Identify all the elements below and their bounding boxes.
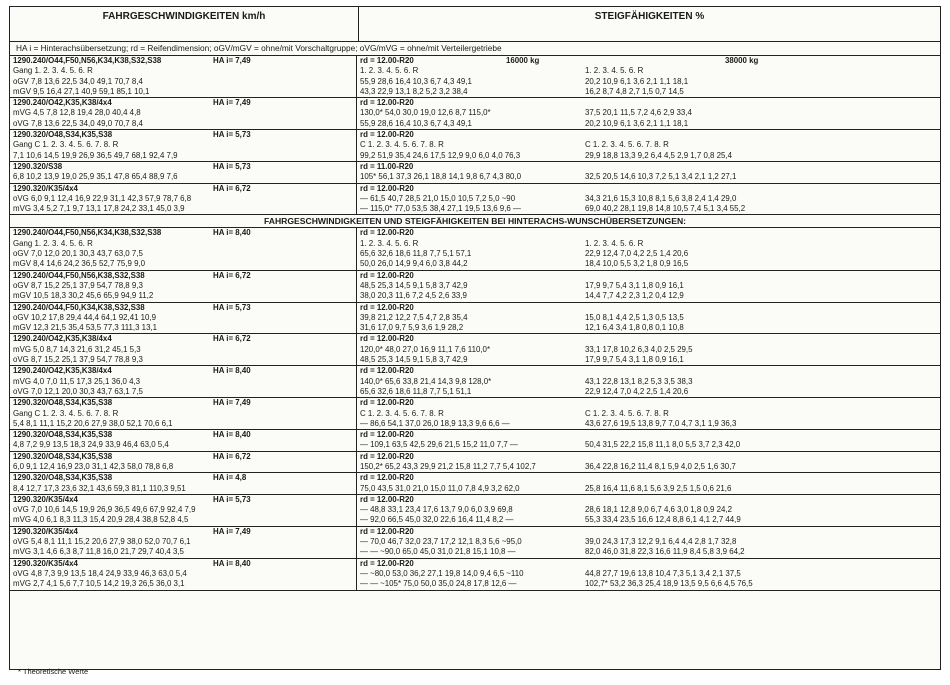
climb-values-38t: 1. 2. 3. 4. 5. 6. R (585, 66, 644, 76)
climb-values-38t: 32,5 20,5 14,6 10,3 7,2 5,1 3,4 2,1 1,2 27,1 (585, 172, 737, 182)
axle-ratio: HA i= 7,49 (213, 56, 251, 65)
tyre-size: rd = 12.00-R20 (360, 270, 414, 280)
climb-values-16t: 99,2 51,9 35,4 24,6 17,5 12,9 9,0 6,0 4,0 76,3 (360, 150, 521, 160)
data-sheet (9, 6, 941, 670)
climb-values-16t: 1. 2. 3. 4. 5. 6. R (360, 66, 419, 76)
climb-values-16t: — 86,6 54,1 37,0 26,0 18,9 13,3 9,6 6,6 — (360, 418, 510, 428)
tyre-size: rd = 12.00-R20 (360, 398, 414, 408)
vehicle-block (10, 228, 940, 270)
table-row (10, 194, 940, 204)
speed-values: 6,8 10,2 13,9 19,0 25,9 35,1 47,8 65,4 88,9 7,6 (10, 172, 357, 182)
model-title: 1290.240/O42,K35,K38/4x4 (13, 98, 112, 108)
table-row (10, 119, 940, 129)
climb-values-38t: 1. 2. 3. 4. 5. 6. R (585, 238, 644, 248)
table-row (10, 108, 940, 118)
weight-title (582, 334, 940, 344)
legend: HA i = Hinterachsübersetzung; rd = Reifendimension; oGV/mGV = ohne/mit Vorschaltgruppe; oVG/mVG = ohne/mit Verteilergetriebe (10, 42, 940, 56)
climb-values-16t: — ~80,0 53,0 36,2 27,1 19,8 14,0 9,4 6,5 ~110 (360, 568, 524, 578)
climb-values-16t: 55,9 28,6 16,4 10,3 6,7 4,3 49,1 (360, 76, 472, 86)
table-row (10, 204, 940, 214)
table-row (10, 87, 940, 97)
tyre-size: rd = 12.00-R20 16000 kg (360, 56, 540, 65)
climb-values-38t: 102,7* 53,2 36,3 25,4 18,9 13,5 9,5 6,6 4,5 76,5 (585, 579, 753, 589)
speed-values: oVG 8,7 15,2 25,1 37,9 54,7 78,8 9,3 (10, 355, 357, 365)
speed-values: Gang C 1. 2. 3. 4. 5. 6. 7. 8. R (10, 409, 357, 419)
vehicle-block (10, 366, 940, 398)
weight-title (582, 303, 940, 313)
axle-ratio: HA i= 5,73 (213, 494, 251, 504)
axle-ratio: HA i= 5,73 (213, 130, 251, 140)
speed-values: oVG 5,4 8,1 11,1 15,2 20,6 27,9 38,0 52,0 70,7 6,1 (10, 537, 357, 547)
table-row (10, 515, 940, 525)
weight-title (582, 527, 940, 537)
weight-title (582, 398, 940, 408)
axle-ratio: HA i= 8,40 (213, 366, 251, 376)
model-title: 1290.240/O42,K35,K38/4x4 (13, 334, 112, 344)
table-row (10, 547, 940, 557)
model-title: 1290.240/O44,F50,N56,K34,K38,S32,S38 (13, 56, 162, 65)
model-title: 1290.240/O44,F50,K34,K38,S32,S38 (13, 302, 145, 312)
speed-values: mGV 10,5 18,3 30,2 45,6 65,9 94,9 11,2 (10, 291, 357, 301)
climb-values-16t: — 109,1 63,5 42,5 29,6 21,5 15,2 11,0 7,7 — (360, 440, 518, 450)
weight-title: 38000 kg (725, 56, 759, 65)
climb-values-38t: C 1. 2. 3. 4. 5. 6. 7. 8. R (585, 140, 669, 150)
climb-values-38t: 17,9 9,7 5,4 3,1 1,8 0,9 16,1 (585, 280, 684, 290)
table-row (10, 355, 940, 365)
model-title: 1290.240/O44,F50,N56,K38,S32,S38 (13, 270, 145, 280)
speed-values: oGV 7,8 13,6 22,5 34,0 49,1 70,7 8,4 (10, 77, 357, 87)
speed-values: oGV 7,0 12,0 20,1 30,3 43,7 63,0 7,5 (10, 249, 357, 259)
table-row (10, 313, 940, 323)
climb-values-38t: 28,6 18,1 12,8 9,0 6,7 4,6 3,0 1,8 0,9 24,2 (585, 505, 732, 515)
vehicle-block (10, 495, 940, 527)
climb-values-16t: 31,6 17,0 9,7 5,9 3,6 1,9 28,2 (360, 323, 464, 333)
model-title: 1290.320/O48,S34,K35,S38 (13, 451, 113, 461)
climb-values-16t: 39,8 21,2 12,2 7,5 4,7 2,8 35,4 (360, 312, 468, 322)
axle-ratio: HA i= 8,40 (213, 228, 251, 238)
axle-ratio: HA i= 7,49 (213, 526, 251, 536)
model-title: 1290.320/O48,S34,K35,S38 (13, 473, 113, 483)
model-title: 1290.320/O48,S34,K35,S38 (13, 430, 113, 440)
climb-values-16t: 120,0* 48,0 27,0 16,9 11,1 7,6 110,0* (360, 344, 491, 354)
table-row (10, 377, 940, 387)
vehicle-block (10, 271, 940, 303)
model-title: 1290.240/O44,F50,N56,K34,K38,S32,S38 (13, 228, 162, 238)
vehicle-block (10, 398, 940, 430)
vehicle-block (10, 56, 940, 98)
table-row (10, 462, 940, 472)
climb-values-38t: 55,3 33,4 23,5 16,6 12,4 8,8 6,1 4,1 2,7 44,9 (585, 515, 741, 525)
vehicle-block (10, 430, 940, 452)
axle-ratio: HA i= 7,49 (213, 398, 251, 408)
climb-values-16t: — — ~105* 75,0 50,0 35,0 24,8 17,8 12,6 — (360, 579, 517, 589)
speed-values: mVG 4,0 7,0 11,5 17,3 25,1 36,0 4,3 (10, 377, 357, 387)
tyre-size: rd = 12.00-R20 (360, 526, 414, 536)
table-row (10, 484, 940, 494)
weight-title (582, 452, 940, 462)
climb-values-38t: 17,9 9,7 5,4 3,1 1,8 0,9 16,1 (585, 355, 684, 365)
weight-title (582, 184, 940, 194)
speed-values: Gang 1. 2. 3. 4. 5. 6. R (10, 66, 357, 76)
climb-values-16t: C 1. 2. 3. 4. 5. 6. 7. 8. R (360, 140, 444, 150)
vehicle-block (10, 303, 940, 335)
tyre-size: rd = 12.00-R20 (360, 494, 414, 504)
weight-title (582, 366, 940, 376)
speed-values: mVG 4,0 6,1 8,3 11,3 15,4 20,9 28,4 38,8 52,8 4,5 (10, 515, 357, 525)
speed-values: 5,4 8,1 11,1 15,2 20,6 27,9 38,0 52,1 70,6 6,1 (10, 419, 357, 429)
climb-values-38t: 82,0 46,0 31,8 22,3 16,6 11,9 8,4 5,8 3,9 64,2 (585, 547, 745, 557)
weight-title (582, 473, 940, 483)
climb-values-38t: 20,2 10,9 6,1 3,6 2,1 1,1 18,1 (585, 118, 689, 128)
model-title: 1290.240/O42,K35,K38/4x4 (13, 366, 112, 376)
model-title: 1290.320/S38 (13, 161, 63, 171)
speed-values: 8,4 12,7 17,3 23,6 32,1 43,6 59,3 81,1 110,3 9,51 (10, 484, 357, 494)
speed-values: Gang C 1. 2. 3. 4. 5. 6. 7. 8. R (10, 140, 357, 150)
tyre-size: rd = 12.00-R20 (360, 98, 414, 108)
vehicle-block (10, 184, 940, 216)
vehicle-block (10, 559, 940, 591)
weight-title (582, 430, 940, 440)
climb-values-38t: 18,4 10,0 5,5 3,2 1,8 0,9 16,5 (585, 259, 689, 269)
table-row (10, 409, 940, 419)
tyre-size: rd = 12.00-R20 (360, 302, 414, 312)
climb-values-38t: 22,9 12,4 7,0 4,2 2,5 1,4 20,6 (585, 249, 689, 259)
speed-values: mGV 12,3 21,5 35,4 53,5 77,3 111,3 13,1 (10, 323, 357, 333)
axle-ratio: HA i= 6,72 (213, 451, 251, 461)
table-row (10, 345, 940, 355)
table-row (10, 569, 940, 579)
climb-values-16t: — 48,8 33,1 23,4 17,6 13,7 9,0 6,0 3,9 69,8 (360, 505, 513, 515)
speed-values: oGV 10,2 17,8 29,4 44,4 64,1 92,41 10,9 (10, 313, 357, 323)
table-row (10, 505, 940, 515)
weight-title (582, 162, 940, 172)
table-row (10, 419, 940, 429)
climb-values-16t: — 92,0 66,5 45,0 32,0 22,6 16,4 11,4 8,2 — (360, 515, 514, 525)
weight-title (582, 559, 940, 569)
speed-values: oVG 7,8 13,6 22,5 34,0 49,0 70,7 8,4 (10, 119, 357, 129)
climb-values-16t: 48,5 25,3 14,5 9,1 5,8 3,7 42,9 (360, 280, 468, 290)
weight-title (582, 228, 940, 238)
speed-values: oVG 6,0 9,1 12,4 16,9 22,9 31,1 42,3 57,9 78,7 6,8 (10, 194, 357, 204)
climb-values-16t: — 61,5 40,7 28,5 21,0 15,0 10,5 7,2 5,0 ~90 (360, 193, 516, 203)
model-title: 1290.320/O48,S34,K35,S38 (13, 398, 113, 408)
climb-values-38t: 14,4 7,7 4,2 2,3 1,2 0,4 12,9 (585, 291, 684, 301)
tyre-size: rd = 12.00-R20 (360, 334, 414, 344)
axle-ratio: HA i= 6,72 (213, 334, 251, 344)
climb-title: STEIGFÄHIGKEITEN % (594, 11, 705, 22)
speed-values: mGV 8,4 14,6 24,2 36,5 52,7 75,9 9,0 (10, 259, 357, 269)
table-row (10, 249, 940, 259)
speed-values: oGV 8,7 15,2 25,1 37,9 54,7 78,8 9,3 (10, 281, 357, 291)
climb-values-16t: — 115,0* 77,0 53,5 38,4 27,1 19,5 13,6 9,6 — (360, 204, 521, 214)
axle-ratio: HA i= 6,72 (213, 270, 251, 280)
table-row (10, 239, 940, 249)
speed-values: mVG 3,1 4,6 6,3 8,7 11,8 16,0 21,7 29,7 40,4 3,5 (10, 547, 357, 557)
model-title: 1290.320/K35/4x4 (13, 183, 78, 193)
vehicle-block (10, 162, 940, 184)
vehicle-block (10, 452, 940, 474)
vehicle-block (10, 527, 940, 559)
table-row (10, 281, 940, 291)
climb-values-38t: 33,1 17,8 10,2 6,3 4,0 2,5 29,5 (585, 344, 693, 354)
climb-values-16t: 105* 56,1 37,3 26,1 18,8 14,1 9,8 6,7 4,3 80,0 (360, 172, 522, 182)
climb-values-38t: C 1. 2. 3. 4. 5. 6. 7. 8. R (585, 408, 669, 418)
climb-values-16t: 1. 2. 3. 4. 5. 6. R (360, 238, 419, 248)
climb-values-16t: 140,0* 65,6 33,8 21,4 14,3 9,8 128,0* (360, 376, 492, 386)
axle-ratio: HA i= 7,49 (213, 98, 251, 108)
speed-values: 6,0 9,1 12,4 16,9 23,0 31,1 42,3 58,0 78,8 6,8 (10, 462, 357, 472)
speed-values: mVG 2,7 4,1 5,6 7,7 10,5 14,2 19,3 26,5 36,0 3,1 (10, 579, 357, 589)
climb-values-38t: 15,0 8,1 4,4 2,5 1,3 0,5 13,5 (585, 312, 684, 322)
table-row (10, 579, 940, 589)
speed-title: FAHRGESCHWINDIGKEITEN km/h (10, 7, 359, 41)
climb-values-16t: — 70,0 46,7 32,0 23,7 17,2 12,1 8,3 5,6 ~95,0 (360, 537, 522, 547)
climb-values-38t: 44,8 27,7 19,6 13,8 10,4 7,3 5,1 3,4 2,1 37,5 (585, 568, 741, 578)
model-title: 1290.320/O48,S34,K35,S38 (13, 130, 113, 140)
climb-values-38t: 20,2 10,9 6,1 3,6 2,1 1,1 18,1 (585, 76, 689, 86)
speed-values: Gang 1. 2. 3. 4. 5. 6. R (10, 239, 357, 249)
climb-values-16t: C 1. 2. 3. 4. 5. 6. 7. 8. R (360, 408, 444, 418)
climb-values-16t: 48,5 25,3 14,5 9,1 5,8 3,7 42,9 (360, 355, 468, 365)
climb-values-38t: 22,9 12,4 7,0 4,2 2,5 1,4 20,6 (585, 386, 689, 396)
climb-values-38t: 34,3 21,6 15,3 10,8 8,1 5,6 3,8 2,4 1,4 29,0 (585, 193, 737, 203)
weight-title (582, 130, 940, 140)
climb-values-38t: 43,6 27,6 19,5 13,8 9,7 7,0 4,7 3,1 1,9 36,3 (585, 418, 737, 428)
axle-ratio: HA i= 8,40 (213, 430, 251, 440)
climb-values-16t: 55,9 28,6 16,4 10,3 6,7 4,3 49,1 (360, 118, 472, 128)
tyre-size: rd = 12.00-R20 (360, 451, 414, 461)
speed-values: oVG 4,8 7,3 9,9 13,5 18,4 24,9 33,9 46,3 63,0 5,4 (10, 569, 357, 579)
climb-values-16t: 38,0 20,3 11,6 7,2 4,5 2,6 33,9 (360, 291, 467, 301)
tyre-size: rd = 12.00-R20 (360, 473, 414, 483)
weight-title (582, 98, 940, 108)
climb-values-38t: 50,4 31,5 22,2 15,8 11,1 8,0 5,5 3,7 2,3 42,0 (585, 440, 741, 450)
tyre-size: rd = 12.00-R20 (360, 430, 414, 440)
speed-values: 4,8 7,2 9,9 13,5 18,3 24,9 33,9 46,4 63,0 5,4 (10, 440, 357, 450)
table-row (10, 387, 940, 397)
climb-values-16t: 65,6 32,6 18,6 11,8 7,7 5,1 57,1 (360, 249, 472, 259)
climb-values-38t: 29,9 18,8 13,3 9,2 6,4 4,5 2,9 1,7 0,8 25,4 (585, 150, 732, 160)
tyre-size: rd = 12.00-R20 (360, 228, 414, 238)
climb-values-16t: 65,6 32,6 18,6 11,8 7,7 5,1 51,1 (360, 386, 472, 396)
table-row (10, 151, 940, 161)
table-row (10, 440, 940, 450)
climb-values-38t: 39,0 24,3 17,3 12,2 9,1 6,4 4,4 2,8 1,7 32,8 (585, 537, 737, 547)
tyre-size: rd = 12.00-R20 (360, 558, 414, 568)
section-title: FAHRGESCHWINDIGKEITEN UND STEIGFÄHIGKEITEN BEI HINTERACHS-WUNSCHÜBERSETZUNGEN: (10, 215, 940, 228)
climb-values-38t: 16,2 8,7 4,8 2,7 1,5 0,7 14,5 (585, 86, 684, 96)
table-row (10, 537, 940, 547)
vehicle-block (10, 98, 940, 130)
model-title: 1290.320/K35/4x4 (13, 526, 78, 536)
climb-values-16t: 43,3 22,9 13,1 8,2 5,2 3,2 38,4 (360, 86, 468, 96)
climb-values-16t: 50,0 26,0 14,9 9,4 6,0 3,8 44,2 (360, 259, 468, 269)
speed-values: mVG 4,5 7,8 12,8 19,4 28,0 40,4 4,8 (10, 108, 357, 118)
table-row (10, 66, 940, 76)
climb-values-38t: 12,1 6,4 3,4 1,8 0,8 0,1 10,8 (585, 323, 684, 333)
climb-values-38t: 37,5 20,1 11,5 7,2 4,6 2,9 33,4 (585, 108, 692, 118)
model-title: 1290.320/K35/4x4 (13, 494, 78, 504)
climb-values-16t: 130,0* 54,0 30,0 19,0 12,6 8,7 115,0* (360, 108, 491, 118)
climb-values-16t: — — ~90,0 65,0 45,0 31,0 21,8 15,1 10,8 — (360, 547, 516, 557)
climb-values-38t: 25,8 16,4 11,6 8,1 5,6 3,9 2,5 1,5 0,6 21,6 (585, 483, 732, 493)
vehicle-block (10, 334, 940, 366)
table-row (10, 259, 940, 269)
vehicle-block (10, 473, 940, 495)
table-row (10, 172, 940, 182)
speed-values: mGV 9,5 16,4 27,1 40,9 59,1 85,1 10,1 (10, 87, 357, 97)
table-row (10, 323, 940, 333)
climb-values-38t: 36,4 22,8 16,2 11,4 8,1 5,9 4,0 2,5 1,6 30,7 (585, 461, 736, 471)
weight-title (582, 271, 940, 281)
speed-values: oVG 7,0 12,1 20,0 30,3 43,7 63,1 7,5 (10, 387, 357, 397)
weight-title (582, 495, 940, 505)
speed-values: mVG 5,0 8,7 14,3 21,6 31,2 45,1 5,3 (10, 345, 357, 355)
climb-values-16t: 75,0 43,5 31,0 21,0 15,0 11,0 7,8 4,9 3,2 62,0 (360, 483, 520, 493)
climb-values-38t: 69,0 40,2 28,1 19,8 14,8 10,5 7,4 5,1 3,4 55,2 (585, 204, 746, 214)
table-row (10, 140, 940, 150)
axle-ratio: HA i= 6,72 (213, 183, 251, 193)
table-row (10, 291, 940, 301)
sheet-header (10, 7, 940, 42)
table-body (10, 56, 940, 591)
tyre-size: rd = 11.00-R20 (360, 161, 414, 171)
speed-values: 7,1 10,6 14,5 19,9 26,9 36,5 49,7 68,1 92,4 7,9 (10, 151, 357, 161)
speed-values: mVG 3,4 5,2 7,1 9,7 13,1 17,8 24,2 33,1 45,0 3,9 (10, 204, 357, 214)
speed-values: oVG 7,0 10,6 14,5 19,9 26,9 36,5 49,6 67,9 92,4 7,9 (10, 505, 357, 515)
footnote: * Theoretische Werte (18, 667, 89, 676)
tyre-size: rd = 12.00-R20 (360, 366, 414, 376)
vehicle-block (10, 130, 940, 162)
model-title: 1290.320/K35/4x4 (13, 558, 78, 568)
axle-ratio: HA i= 4,8 (213, 473, 247, 483)
axle-ratio: HA i= 8,40 (213, 558, 251, 568)
climb-values-38t: 43,1 22,8 13,1 8,2 5,3 3,5 38,3 (585, 376, 693, 386)
climb-values-16t: 150,2* 65,2 43,3 29,9 21,2 15,8 11,2 7,7 5,4 102,7 (360, 461, 536, 471)
axle-ratio: HA i= 5,73 (213, 161, 251, 171)
tyre-size: rd = 12.00-R20 (360, 130, 414, 140)
tyre-size: rd = 12.00-R20 (360, 183, 414, 193)
axle-ratio: HA i= 5,73 (213, 302, 251, 312)
table-row (10, 77, 940, 87)
